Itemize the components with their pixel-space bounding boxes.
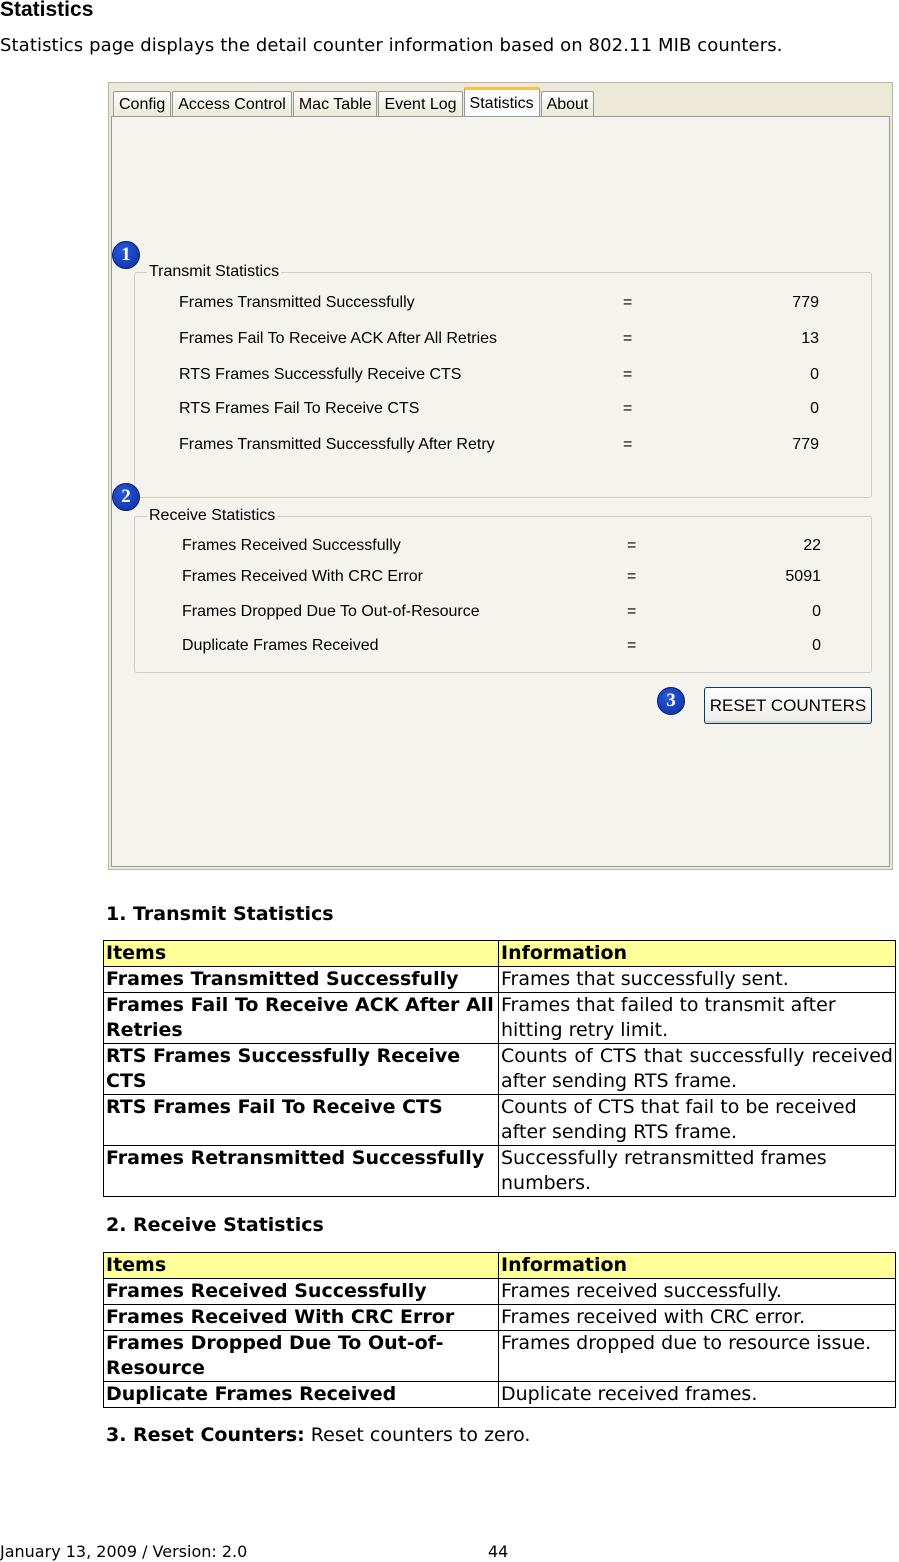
stat-value: 22 bbox=[803, 537, 821, 554]
receive-statistics-title: Receive Statistics bbox=[149, 507, 276, 524]
tab-statistics[interactable]: Statistics bbox=[464, 87, 540, 117]
table-row: RTS Frames Fail To Receive CTS Counts of CTS that fail to be received after sending RTS frame. bbox=[104, 1095, 896, 1146]
table-row: Frames Dropped Due To Out-of-Resource Frames dropped due to resource issue. bbox=[104, 1331, 896, 1382]
page-heading: Statistics bbox=[0, 0, 94, 21]
stat-row: RTS Frames Fail To Receive CTS = 0 bbox=[179, 400, 819, 417]
stat-row: Frames Received Successfully = 22 bbox=[182, 537, 821, 554]
stat-row: Frames Received With CRC Error = 5091 bbox=[182, 568, 821, 585]
intro-text: Statistics page displays the detail counter information based on 802.11 MIB counters. bbox=[0, 35, 783, 56]
stat-value: 0 bbox=[812, 637, 821, 654]
stat-row: Frames Dropped Due To Out-of-Resource = 0 bbox=[182, 603, 821, 620]
table-row: Frames Received Successfully Frames received successfully. bbox=[104, 1279, 896, 1305]
stat-row: Frames Transmitted Successfully After Retry = 779 bbox=[179, 436, 819, 453]
tab-bar bbox=[113, 87, 595, 117]
transmit-statistics-title: Transmit Statistics bbox=[149, 263, 280, 280]
tab-event-log[interactable]: Event Log bbox=[378, 91, 462, 117]
transmit-section-title: 1. Transmit Statistics bbox=[106, 903, 334, 925]
stat-value: 0 bbox=[810, 400, 819, 417]
stat-row: Frames Fail To Receive ACK After All Retries = 13 bbox=[179, 330, 819, 347]
stat-value: 0 bbox=[810, 366, 819, 383]
transmit-info-table bbox=[103, 940, 896, 1197]
reset-counters-note bbox=[106, 1424, 530, 1446]
stat-row: Duplicate Frames Received = 0 bbox=[182, 637, 821, 654]
tab-mac-table[interactable]: Mac Table bbox=[293, 91, 378, 117]
callout-2-icon: 2 bbox=[112, 483, 140, 511]
receive-info-table bbox=[103, 1252, 896, 1408]
tab-about[interactable]: About bbox=[541, 91, 595, 117]
table-header-row: Items Information bbox=[104, 1253, 896, 1279]
tab-access-control[interactable]: Access Control bbox=[172, 91, 292, 117]
utility-window bbox=[108, 82, 893, 870]
table-row: Duplicate Frames Received Duplicate received frames. bbox=[104, 1382, 896, 1408]
reset-counters-text: Reset counters to zero. bbox=[304, 1424, 531, 1446]
callout-1-icon: 1 bbox=[112, 241, 140, 269]
table-row: Frames Fail To Receive ACK After All Retries Frames that failed to transmit after hitting retry limit. bbox=[104, 993, 896, 1044]
stat-value: 5091 bbox=[785, 568, 821, 585]
receive-statistics-group bbox=[134, 507, 872, 673]
table-row: Frames Transmitted Successfully Frames that successfully sent. bbox=[104, 967, 896, 993]
statistics-page bbox=[111, 116, 890, 867]
table-header-row: Items Information bbox=[104, 941, 896, 967]
stat-value: 779 bbox=[792, 436, 819, 453]
footer-page-number: 44 bbox=[488, 1542, 509, 1561]
transmit-statistics-group bbox=[134, 263, 872, 498]
stat-row: Frames Transmitted Successfully = 779 bbox=[179, 294, 819, 311]
stat-value: 0 bbox=[812, 603, 821, 620]
callout-3-icon: 3 bbox=[657, 687, 685, 715]
table-row: RTS Frames Successfully Receive CTS Counts of CTS that successfully received after sending RTS frame. bbox=[104, 1044, 896, 1095]
stat-value: 779 bbox=[792, 294, 819, 311]
footer-date: January 13, 2009 / Version: 2.0 bbox=[0, 1542, 248, 1561]
stat-value: 13 bbox=[801, 330, 819, 347]
reset-counters-button[interactable]: RESET COUNTERS bbox=[704, 687, 872, 724]
reset-counters-label: 3. Reset Counters: bbox=[106, 1424, 305, 1446]
tab-config[interactable]: Config bbox=[113, 91, 171, 117]
table-row: Frames Retransmitted Successfully Successfully retransmitted frames numbers. bbox=[104, 1146, 896, 1197]
stat-row: RTS Frames Successfully Receive CTS = 0 bbox=[179, 366, 819, 383]
receive-section-title: 2. Receive Statistics bbox=[106, 1214, 324, 1236]
table-row: Frames Received With CRC Error Frames received with CRC error. bbox=[104, 1305, 896, 1331]
